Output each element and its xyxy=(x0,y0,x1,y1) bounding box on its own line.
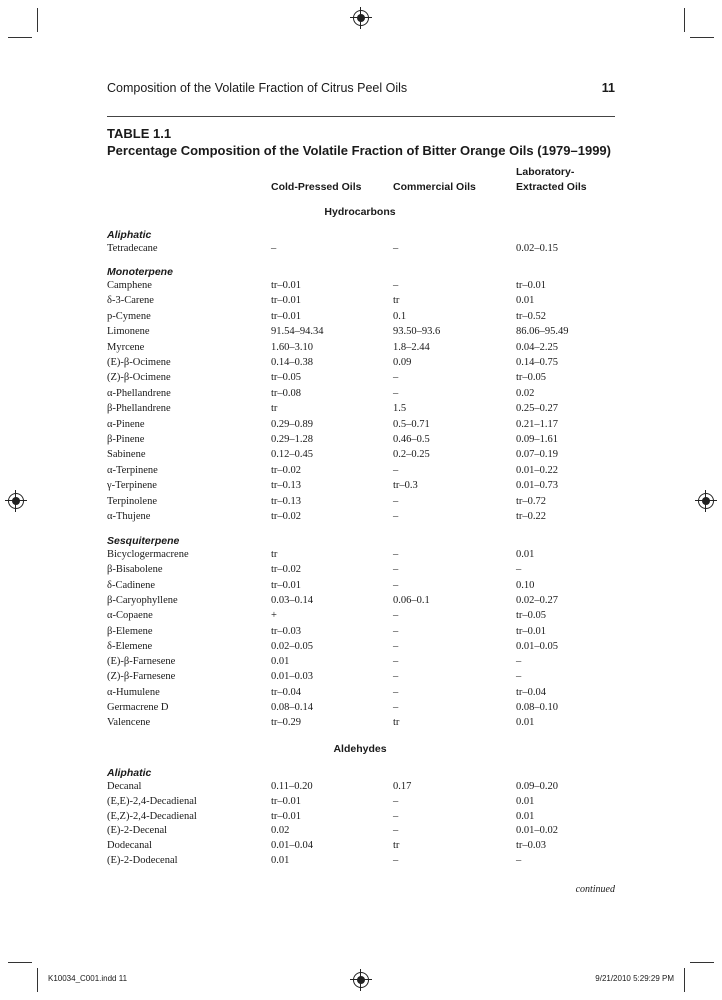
commercial-value: – xyxy=(393,549,399,560)
compound-name: Terpinolene xyxy=(107,496,157,507)
commercial-value: – xyxy=(393,641,399,652)
cold-pressed-value: tr–0.04 xyxy=(271,687,302,698)
commercial-value: – xyxy=(393,855,399,866)
lab-extracted-value: 0.09–0.20 xyxy=(516,781,558,792)
table-row xyxy=(0,595,722,610)
lab-extracted-value: 0.09–1.61 xyxy=(516,434,558,445)
compound-name: (E)-β-Farnesene xyxy=(107,656,176,667)
compound-name: α-Copaene xyxy=(107,610,153,621)
lab-extracted-value: tr–0.03 xyxy=(516,840,547,851)
table-row xyxy=(0,388,722,403)
table-row xyxy=(0,717,722,732)
commercial-value: – xyxy=(393,564,399,575)
crop-mark xyxy=(690,962,714,963)
cold-pressed-value: tr–0.02 xyxy=(271,465,302,476)
compound-name: Dodecanal xyxy=(107,840,152,851)
cold-pressed-value: 0.29–0.89 xyxy=(271,419,313,430)
commercial-value: 0.06–0.1 xyxy=(393,595,430,606)
cold-pressed-value: 0.01–0.03 xyxy=(271,671,313,682)
compound-name: Myrcene xyxy=(107,342,145,353)
table-label: TABLE 1.1 xyxy=(107,126,172,141)
lab-extracted-value: tr–0.05 xyxy=(516,372,547,383)
table-row xyxy=(0,626,722,641)
cold-pressed-value: 0.14–0.38 xyxy=(271,357,313,368)
table-row xyxy=(0,480,722,495)
commercial-value: 0.46–0.5 xyxy=(393,434,430,445)
table-row xyxy=(0,549,722,564)
crop-mark xyxy=(8,37,32,38)
compound-name: α-Pinene xyxy=(107,419,145,430)
cold-pressed-value: tr–0.01 xyxy=(271,311,302,322)
compound-name: Limonene xyxy=(107,326,150,337)
lab-extracted-value: – xyxy=(516,671,522,682)
compound-name: Valencene xyxy=(107,717,151,728)
compound-name: Decanal xyxy=(107,781,142,792)
commercial-value: – xyxy=(393,656,399,667)
footer-file: K10034_C001.indd 11 xyxy=(48,974,128,983)
commercial-value: tr xyxy=(393,717,400,728)
cold-pressed-value: tr–0.02 xyxy=(271,564,302,575)
lab-extracted-value: 0.01 xyxy=(516,811,535,822)
registration-mark-icon xyxy=(353,10,369,26)
column-header-lab-line2: Extracted Oils xyxy=(516,181,587,193)
commercial-value: – xyxy=(393,610,399,621)
table-row xyxy=(0,610,722,625)
commercial-value: – xyxy=(393,796,399,807)
cold-pressed-value: tr–0.29 xyxy=(271,717,302,728)
lab-extracted-value: 0.01 xyxy=(516,549,535,560)
cold-pressed-value: tr–0.01 xyxy=(271,580,302,591)
cold-pressed-value: tr–0.05 xyxy=(271,372,302,383)
table-row xyxy=(0,656,722,671)
group-heading: Aliphatic xyxy=(107,767,152,779)
compound-name: Bicyclogermacrene xyxy=(107,549,189,560)
cold-pressed-value: tr–0.03 xyxy=(271,626,302,637)
table-row xyxy=(0,449,722,464)
commercial-value: 0.09 xyxy=(393,357,412,368)
cold-pressed-value: 0.11–0.20 xyxy=(271,781,313,792)
commercial-value: tr xyxy=(393,295,400,306)
lab-extracted-value: – xyxy=(516,656,522,667)
table-row xyxy=(0,671,722,686)
commercial-value: – xyxy=(393,580,399,591)
lab-extracted-value: 86.06–95.49 xyxy=(516,326,569,337)
table-row xyxy=(0,419,722,434)
commercial-value: – xyxy=(393,465,399,476)
lab-extracted-value: 0.01–0.22 xyxy=(516,465,558,476)
compound-name: Tetradecane xyxy=(107,243,158,254)
commercial-value: – xyxy=(393,811,399,822)
commercial-value: 0.5–0.71 xyxy=(393,419,430,430)
table-row xyxy=(0,280,722,295)
lab-extracted-value: tr–0.72 xyxy=(516,496,547,507)
commercial-value: 0.2–0.25 xyxy=(393,449,430,460)
commercial-value: 1.8–2.44 xyxy=(393,342,430,353)
cold-pressed-value: tr–0.08 xyxy=(271,388,302,399)
cold-pressed-value: tr–0.01 xyxy=(271,796,302,807)
cold-pressed-value: 1.60–3.10 xyxy=(271,342,313,353)
commercial-value: – xyxy=(393,687,399,698)
table-row xyxy=(0,243,722,258)
commercial-value: – xyxy=(393,243,399,254)
lab-extracted-value: – xyxy=(516,855,522,866)
section-heading: Aldehydes xyxy=(333,743,387,755)
commercial-value: 0.1 xyxy=(393,311,407,322)
cold-pressed-value: 0.29–1.28 xyxy=(271,434,313,445)
table-row xyxy=(0,811,722,826)
page-number: 11 xyxy=(601,81,615,95)
lab-extracted-value: tr–0.04 xyxy=(516,687,547,698)
compound-name: β-Caryophyllene xyxy=(107,595,178,606)
footer-timestamp: 9/21/2010 5:29:29 PM xyxy=(595,974,674,983)
table-row xyxy=(0,357,722,372)
group-heading: Monoterpene xyxy=(107,266,173,278)
compound-name: (Z)-β-Ocimene xyxy=(107,372,171,383)
compound-name: γ-Terpinene xyxy=(107,480,157,491)
table-row xyxy=(0,796,722,811)
lab-extracted-value: 0.01–0.73 xyxy=(516,480,558,491)
table-row xyxy=(0,564,722,579)
cold-pressed-value: 0.02–0.05 xyxy=(271,641,313,652)
lab-extracted-value: 0.02 xyxy=(516,388,535,399)
table-row xyxy=(0,781,722,796)
cold-pressed-value: tr xyxy=(271,403,278,414)
lab-extracted-value: 0.01 xyxy=(516,717,535,728)
compound-name: (E,Z)-2,4-Decadienal xyxy=(107,811,197,822)
compound-name: (Z)-β-Farnesene xyxy=(107,671,176,682)
table-row xyxy=(0,342,722,357)
compound-name: β-Elemene xyxy=(107,626,153,637)
commercial-value: 1.5 xyxy=(393,403,407,414)
commercial-value: tr–0.3 xyxy=(393,480,418,491)
lab-extracted-value: 0.21–1.17 xyxy=(516,419,558,430)
lab-extracted-value: 0.14–0.75 xyxy=(516,357,558,368)
compound-name: Camphene xyxy=(107,280,152,291)
cold-pressed-value: 91.54–94.34 xyxy=(271,326,324,337)
lab-extracted-value: 0.07–0.19 xyxy=(516,449,558,460)
commercial-value: – xyxy=(393,496,399,507)
lab-extracted-value: tr–0.01 xyxy=(516,626,547,637)
header-rule xyxy=(107,116,615,117)
compound-name: α-Phellandrene xyxy=(107,388,171,399)
lab-extracted-value: 0.01 xyxy=(516,796,535,807)
compound-name: (E)-2-Decenal xyxy=(107,825,168,836)
registration-mark-icon xyxy=(353,972,369,988)
table-row xyxy=(0,465,722,480)
table-row xyxy=(0,311,722,326)
lab-extracted-value: 0.10 xyxy=(516,580,535,591)
table-row xyxy=(0,511,722,526)
compound-name: δ-3-Carene xyxy=(107,295,154,306)
table-row xyxy=(0,702,722,717)
column-header-cold-pressed: Cold-Pressed Oils xyxy=(271,181,362,193)
compound-name: β-Phellandrene xyxy=(107,403,171,414)
cold-pressed-value: 0.08–0.14 xyxy=(271,702,313,713)
table-row xyxy=(0,687,722,702)
lab-extracted-value: 0.02–0.27 xyxy=(516,595,558,606)
crop-mark xyxy=(684,8,685,32)
lab-extracted-value: 0.01–0.05 xyxy=(516,641,558,652)
lab-extracted-value: tr–0.01 xyxy=(516,280,547,291)
commercial-value: – xyxy=(393,825,399,836)
compound-name: δ-Elemene xyxy=(107,641,153,652)
cold-pressed-value: tr–0.01 xyxy=(271,280,302,291)
cold-pressed-value: tr–0.02 xyxy=(271,511,302,522)
lab-extracted-value: tr–0.05 xyxy=(516,610,547,621)
compound-name: β-Pinene xyxy=(107,434,145,445)
compound-name: β-Bisabolene xyxy=(107,564,163,575)
table-row xyxy=(0,403,722,418)
commercial-value: 93.50–93.6 xyxy=(393,326,441,337)
crop-mark xyxy=(37,968,38,992)
lab-extracted-value: 0.08–0.10 xyxy=(516,702,558,713)
compound-name: α-Terpinene xyxy=(107,465,158,476)
lab-extracted-value: tr–0.22 xyxy=(516,511,547,522)
lab-extracted-value: 0.04–2.25 xyxy=(516,342,558,353)
crop-mark xyxy=(684,968,685,992)
group-heading: Sesquiterpene xyxy=(107,535,180,547)
cold-pressed-value: 0.01 xyxy=(271,855,290,866)
cold-pressed-value: tr–0.01 xyxy=(271,811,302,822)
lab-extracted-value: 0.01–0.02 xyxy=(516,825,558,836)
table-row xyxy=(0,580,722,595)
group-heading: Aliphatic xyxy=(107,229,152,241)
table-row xyxy=(0,641,722,656)
cold-pressed-value: – xyxy=(271,243,277,254)
commercial-value: – xyxy=(393,280,399,291)
cold-pressed-value: 0.01 xyxy=(271,656,290,667)
cold-pressed-value: 0.03–0.14 xyxy=(271,595,313,606)
commercial-value: 0.17 xyxy=(393,781,412,792)
cold-pressed-value: tr–0.13 xyxy=(271,480,302,491)
column-header-lab-line1: Laboratory- xyxy=(516,166,575,178)
cold-pressed-value: tr–0.01 xyxy=(271,295,302,306)
table-row xyxy=(0,855,722,870)
continued-note: continued xyxy=(575,884,615,895)
commercial-value: – xyxy=(393,388,399,399)
column-header-commercial: Commercial Oils xyxy=(393,181,476,193)
table-row xyxy=(0,825,722,840)
compound-name: Sabinene xyxy=(107,449,146,460)
compound-name: (E,E)-2,4-Decadienal xyxy=(107,796,197,807)
cold-pressed-value: + xyxy=(271,610,277,621)
compound-name: Germacrene D xyxy=(107,702,169,713)
commercial-value: – xyxy=(393,671,399,682)
cold-pressed-value: 0.12–0.45 xyxy=(271,449,313,460)
table-caption: Percentage Composition of the Volatile Fraction of Bitter Orange Oils (1979–1999) xyxy=(107,143,611,158)
table-row xyxy=(0,496,722,511)
cold-pressed-value: 0.01–0.04 xyxy=(271,840,313,851)
commercial-value: – xyxy=(393,372,399,383)
crop-mark xyxy=(37,8,38,32)
commercial-value: – xyxy=(393,702,399,713)
compound-name: (E)-β-Ocimene xyxy=(107,357,171,368)
compound-name: δ-Cadinene xyxy=(107,580,156,591)
table-row xyxy=(0,295,722,310)
compound-name: α-Thujene xyxy=(107,511,151,522)
compound-name: α-Humulene xyxy=(107,687,160,698)
commercial-value: – xyxy=(393,626,399,637)
cold-pressed-value: tr xyxy=(271,549,278,560)
table-row xyxy=(0,372,722,387)
commercial-value: – xyxy=(393,511,399,522)
table-row xyxy=(0,326,722,341)
crop-mark xyxy=(8,962,32,963)
commercial-value: tr xyxy=(393,840,400,851)
compound-name: p-Cymene xyxy=(107,311,151,322)
cold-pressed-value: 0.02 xyxy=(271,825,290,836)
running-head xyxy=(107,81,615,95)
lab-extracted-value: 0.02–0.15 xyxy=(516,243,558,254)
table-row xyxy=(0,840,722,855)
section-heading: Hydrocarbons xyxy=(324,206,396,218)
lab-extracted-value: 0.01 xyxy=(516,295,535,306)
cold-pressed-value: tr–0.13 xyxy=(271,496,302,507)
running-head-title: Composition of the Volatile Fraction of Citrus Peel Oils xyxy=(107,81,408,95)
crop-mark xyxy=(690,37,714,38)
lab-extracted-value: – xyxy=(516,564,522,575)
lab-extracted-value: 0.25–0.27 xyxy=(516,403,558,414)
table-row xyxy=(0,434,722,449)
lab-extracted-value: tr–0.52 xyxy=(516,311,547,322)
compound-name: (E)-2-Dodecenal xyxy=(107,855,178,866)
